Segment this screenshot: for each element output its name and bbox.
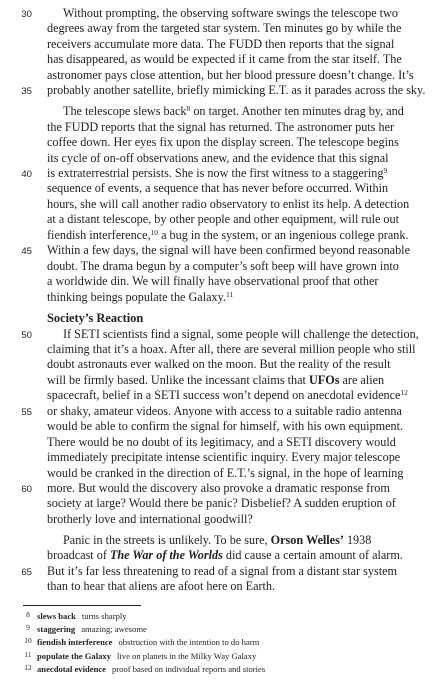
line-text [47, 135, 399, 150]
text-line [0, 151, 441, 166]
footnote-definition: proof based on individual reports and stories [111, 663, 266, 674]
text-run: spacecraft, belief in a SETI success won’t depend on anecdotal evidence [47, 388, 401, 403]
line-text [47, 512, 253, 527]
line-text [47, 373, 384, 388]
text-run: on target. Another ten minutes drag by, and [190, 104, 404, 119]
line-text [47, 466, 404, 481]
text-run: Without prompting, the observing software swings the telescope two [63, 6, 398, 20]
bold-italic-title: The War of the Worlds [109, 548, 223, 563]
text-run: did cause a certain amount of alarm. [222, 548, 403, 563]
line-text [47, 481, 390, 496]
footnote [0, 610, 441, 622]
text-line [0, 21, 441, 36]
footnote-number: 11 [24, 649, 32, 659]
line-text [47, 404, 402, 419]
footnote-term [37, 636, 259, 648]
footnote-number: 10 [24, 636, 32, 646]
line-text [47, 181, 388, 196]
text-run: doubt. The drama begun by a computer’s soft beep will have grown into [47, 258, 399, 273]
text-run: If SETI scientists find a signal, some people will challenge the detection, [63, 326, 419, 341]
text-line [0, 83, 441, 98]
text-run: astronomer pays close attention, but her blood pressure doesn’t change. It’s [47, 67, 414, 82]
footnote-number: 8 [26, 610, 30, 619]
text-run: is extraterrestrial persists. She is now the first witness to a staggering [47, 166, 384, 180]
text-run: coffee down. Her eyes fix upon the display screen. The telescope begins [47, 135, 399, 150]
text-run: fiendish interference, [47, 227, 151, 242]
text-line [0, 290, 441, 305]
text-line [0, 243, 441, 258]
text-run: broadcast of [47, 548, 110, 563]
text-line [0, 450, 441, 465]
line-text [47, 68, 414, 83]
text-run: will be firmly based. Unlike the incessant claims that [47, 372, 309, 387]
text-line [0, 357, 441, 372]
text-line [0, 466, 441, 481]
line-text [63, 327, 419, 342]
line-number: 40 [21, 169, 32, 180]
text-line [0, 404, 441, 419]
text-run: has disappeared, as would be expected if it came from the star itself. The [47, 52, 402, 67]
line-number: 50 [21, 329, 32, 341]
line-text [47, 450, 400, 465]
line-number: 60 [21, 484, 32, 495]
text-run: There would be no doubt of its legitimacy, and a SETI discovery would [47, 434, 396, 449]
line-text [47, 579, 275, 594]
footnote-term [37, 650, 256, 662]
footnote-definition: amazing; awesome [81, 624, 147, 635]
footnote-term-text: slews back [37, 611, 76, 621]
footnote-ref: 9 [383, 166, 388, 175]
text-line [0, 135, 441, 150]
line-text [63, 104, 404, 119]
text-line [0, 212, 441, 227]
text-line [0, 512, 441, 527]
text-run: would be able to confirm the signal for himself, with his own equipment. [47, 419, 404, 434]
text-line [0, 496, 441, 511]
text-line [0, 259, 441, 274]
text-run: the FUDD reports that the signal has returned. The astronomer puts her [47, 119, 395, 134]
footnote-number: 9 [26, 623, 30, 633]
line-number: 55 [21, 406, 32, 418]
text-run: doubt astronauts ever walked on the moon. But the reality of the result [47, 357, 391, 372]
text-line [0, 52, 441, 67]
text-line [0, 435, 441, 450]
text-run: its cycle of on-off observations anew, and the evidence that this signal [47, 150, 389, 165]
line-text [47, 166, 387, 181]
text-line [0, 37, 441, 52]
text-run: Panic in the streets is unlikely. To be sure, [63, 532, 271, 547]
line-text [47, 228, 409, 243]
line-text [63, 533, 371, 548]
footnote-term-text: staggering [37, 624, 76, 635]
text-line [0, 548, 441, 563]
text-run: a worldwide din. We will finally have observational proof that other [47, 274, 379, 289]
footnote-term-text: populate the Galaxy [37, 650, 112, 661]
text-run: society at large? Would there be panic? Disbelief? A sudden eruption of [47, 496, 396, 511]
text-line [0, 274, 441, 289]
line-number: 35 [21, 86, 32, 98]
footnote-term-text: anecdotal evidence [37, 663, 106, 674]
text-line [0, 228, 441, 243]
footnote-definition: obstruction with the intention to do harm [118, 637, 260, 648]
text-line [0, 197, 441, 212]
text-line [0, 481, 441, 496]
text-run: would be cranked in the direction of E.T.’s signal, in the hope of learning [47, 465, 404, 480]
text-line [0, 533, 441, 548]
line-text [47, 435, 396, 450]
text-line [0, 327, 441, 342]
text-run: than to hear that aliens are afoot here on Earth. [47, 579, 276, 594]
text-run: or shaky, amateur videos. Anyone with access to a suitable radio antenna [47, 403, 402, 418]
line-text [47, 120, 394, 135]
footnote-term-text: fiendish interference [37, 637, 113, 648]
footnote-term [37, 610, 127, 622]
text-run: But it’s far less threatening to read of a signal from a distant star system [47, 563, 397, 578]
line-text [47, 37, 394, 52]
line-text [47, 388, 408, 403]
text-run: are alien [339, 372, 385, 387]
section-heading-row [0, 311, 441, 326]
text-run: at a distant telescope, by other people and other equipment, will rule out [47, 212, 399, 227]
text-line [0, 120, 441, 135]
footnote-ref: 11 [225, 289, 234, 299]
footnote-term [37, 663, 265, 675]
text-line [0, 342, 441, 357]
text-run: sequence of events, a sequence that has never before occurred. Within [47, 181, 389, 196]
text-line [0, 181, 441, 196]
footnote-definition: turns sharply [81, 611, 127, 621]
footnote [0, 650, 441, 662]
text-line [0, 388, 441, 403]
footnote-ref: 12 [400, 388, 408, 398]
footnote-ref: 8 [186, 104, 191, 114]
text-run: receivers accumulate more data. The FUDD then reports that the signal [47, 36, 395, 51]
text-line [0, 104, 441, 119]
line-text [47, 564, 397, 579]
footnote [0, 663, 441, 675]
line-number: 30 [21, 9, 32, 20]
text-run: more. But would the discovery also provoke a dramatic response from [47, 481, 390, 495]
text-run: thinking beings populate the Galaxy. [47, 289, 226, 304]
footnote-ref: 10 [150, 227, 159, 237]
footnote-definition: live on planets in the Milky Way Galaxy [117, 650, 257, 661]
line-text [47, 548, 403, 563]
text-run: claiming that it’s a hoax. After all, there are several million people who still [47, 341, 416, 356]
text-line [0, 564, 441, 579]
text-run: 1938 [343, 532, 372, 547]
footnote-term [37, 623, 147, 635]
footnote [0, 636, 441, 648]
line-text [47, 83, 425, 98]
footnote-number: 12 [24, 662, 32, 672]
line-text [47, 21, 401, 36]
text-line [0, 419, 441, 434]
footnote [0, 623, 441, 635]
text-line [0, 68, 441, 83]
text-run: immediately precipitate intense scientific inquiry. Every major telescope [47, 450, 401, 465]
text-run: hours, she will call another radio observatory to enlist its help. A detection [47, 196, 410, 211]
line-text [47, 290, 233, 305]
line-number: 45 [21, 246, 32, 258]
line-text [47, 212, 399, 227]
line-text [47, 342, 416, 357]
line-text [63, 6, 398, 21]
text-run: a bug in the system, or an ingenious college prank. [158, 227, 409, 242]
section-heading: Society’s Reaction [47, 311, 144, 325]
line-text [47, 357, 391, 372]
text-run: The telescope slews back [63, 104, 187, 119]
footnote-divider [23, 605, 141, 606]
text-line [0, 166, 441, 181]
line-text [47, 496, 396, 511]
text-run: probably another satellite, briefly mimicking E.T. as it parades across the sky. [47, 83, 426, 98]
text-run: Within a few days, the signal will have been confirmed beyond reasonable [47, 243, 410, 258]
text-line [0, 6, 441, 21]
bold-term: Orson Welles’ [270, 532, 344, 547]
line-number: 65 [21, 566, 32, 578]
line-text [47, 52, 402, 67]
text-line [0, 373, 441, 388]
line-text [47, 151, 389, 166]
bold-term: UFOs [308, 372, 340, 387]
line-text [47, 197, 409, 212]
line-text [47, 274, 379, 289]
text-run: degrees away from the targeted star system. Ten minutes go by while the [47, 21, 402, 36]
text-run: brotherly love and international goodwill? [47, 511, 253, 526]
text-line [0, 579, 441, 594]
line-text [47, 419, 403, 434]
line-text [47, 243, 410, 258]
line-text [47, 259, 399, 274]
